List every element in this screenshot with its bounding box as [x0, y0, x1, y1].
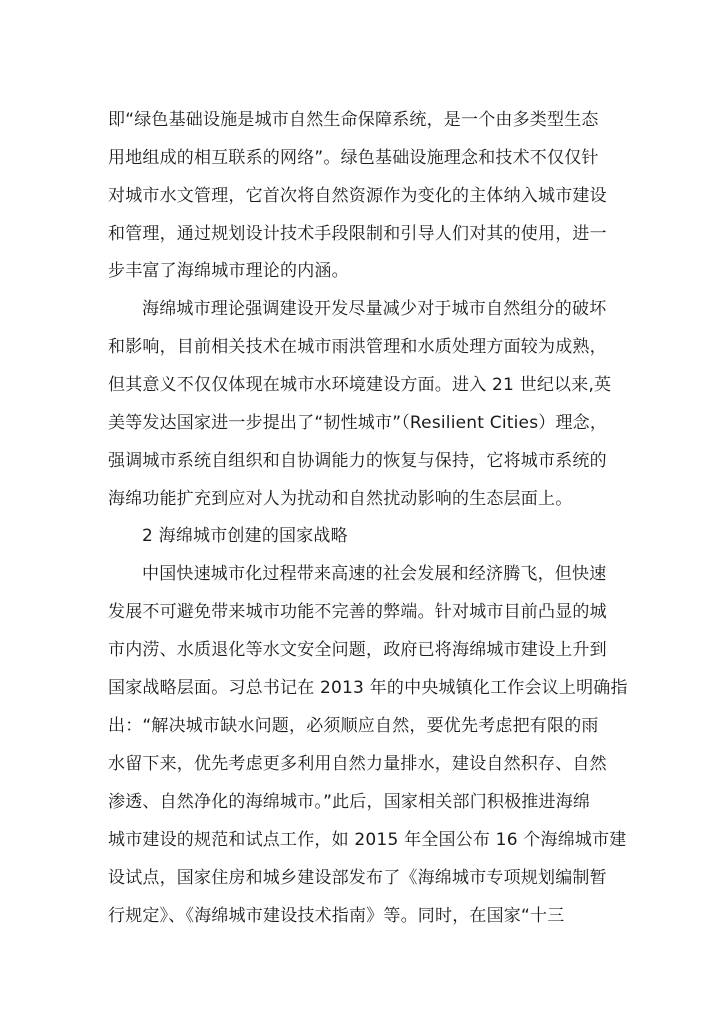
- text-line: 出：“解决城市缺水问题，必须顺应自然，要优先考虑把有限的雨: [108, 716, 599, 736]
- text-line: 美等发达国家进一步提出了“韧性城市”（Resilient Cities）理念，: [108, 413, 608, 433]
- text-line: 但其意义不仅仅体现在城市水环境建设方面。进入 21 世纪以来,英: [108, 375, 612, 395]
- text-line: 和影响，目前相关技术在城市雨洪管理和水质处理方面较为成熟，: [108, 337, 607, 357]
- text-line: 市内涝、水质退化等水文安全问题，政府已将海绵城市建设上升到: [108, 640, 607, 660]
- section-heading: 2 海绵城市创建的国家战略: [142, 526, 348, 546]
- text-line: 即“绿色基础设施是城市自然生命保障系统，是一个由多类型生态: [108, 110, 599, 130]
- paragraph-first-line: 海绵城市理论强调建设开发尽量减少对于城市自然组分的破坏: [142, 299, 607, 319]
- text-line: 城市建设的规范和试点工作，如 2015 年全国公布 16 个海绵城市建: [108, 830, 627, 850]
- text-line: 强调城市系统自组织和自协调能力的恢复与保持，它将城市系统的: [108, 451, 607, 471]
- text-line: 渗透、自然净化的海绵城市。”此后，国家相关部门积极推进海绵: [108, 792, 591, 812]
- text-line: 国家战略层面。习总书记在 2013 年的中央城镇化工作会议上明确指: [108, 678, 628, 698]
- text-line: 行规定》、《海绵城市建设技术指南》等。同时，在国家“十三: [108, 906, 565, 926]
- text-line: 和管理，通过规划设计技术手段限制和引导人们对其的使用，进一: [108, 224, 607, 244]
- text-line: 设试点，国家住房和城乡建设部发布了《海绵城市专项规划编制暂: [108, 868, 607, 888]
- text-line: 海绵功能扩充到应对人为扰动和自然扰动影响的生态层面上。: [108, 489, 573, 509]
- text-line: 对城市水文管理，它首次将自然资源作为变化的主体纳入城市建设: [108, 186, 607, 206]
- text-line: 发展不可避免带来城市功能不完善的弊端。针对城市目前凸显的城: [108, 602, 607, 622]
- paragraph-first-line: 中国快速城市化过程带来高速的社会发展和经济腾飞，但快速: [142, 564, 607, 584]
- text-line: 步丰富了海绵城市理论的内涵。: [108, 261, 349, 281]
- text-line: 用地组成的相互联系的网络”。绿色基础设施理念和技术不仅仅针: [108, 148, 599, 168]
- text-line: 水留下来，优先考虑更多利用自然力量排水，建设自然积存、自然: [108, 754, 607, 774]
